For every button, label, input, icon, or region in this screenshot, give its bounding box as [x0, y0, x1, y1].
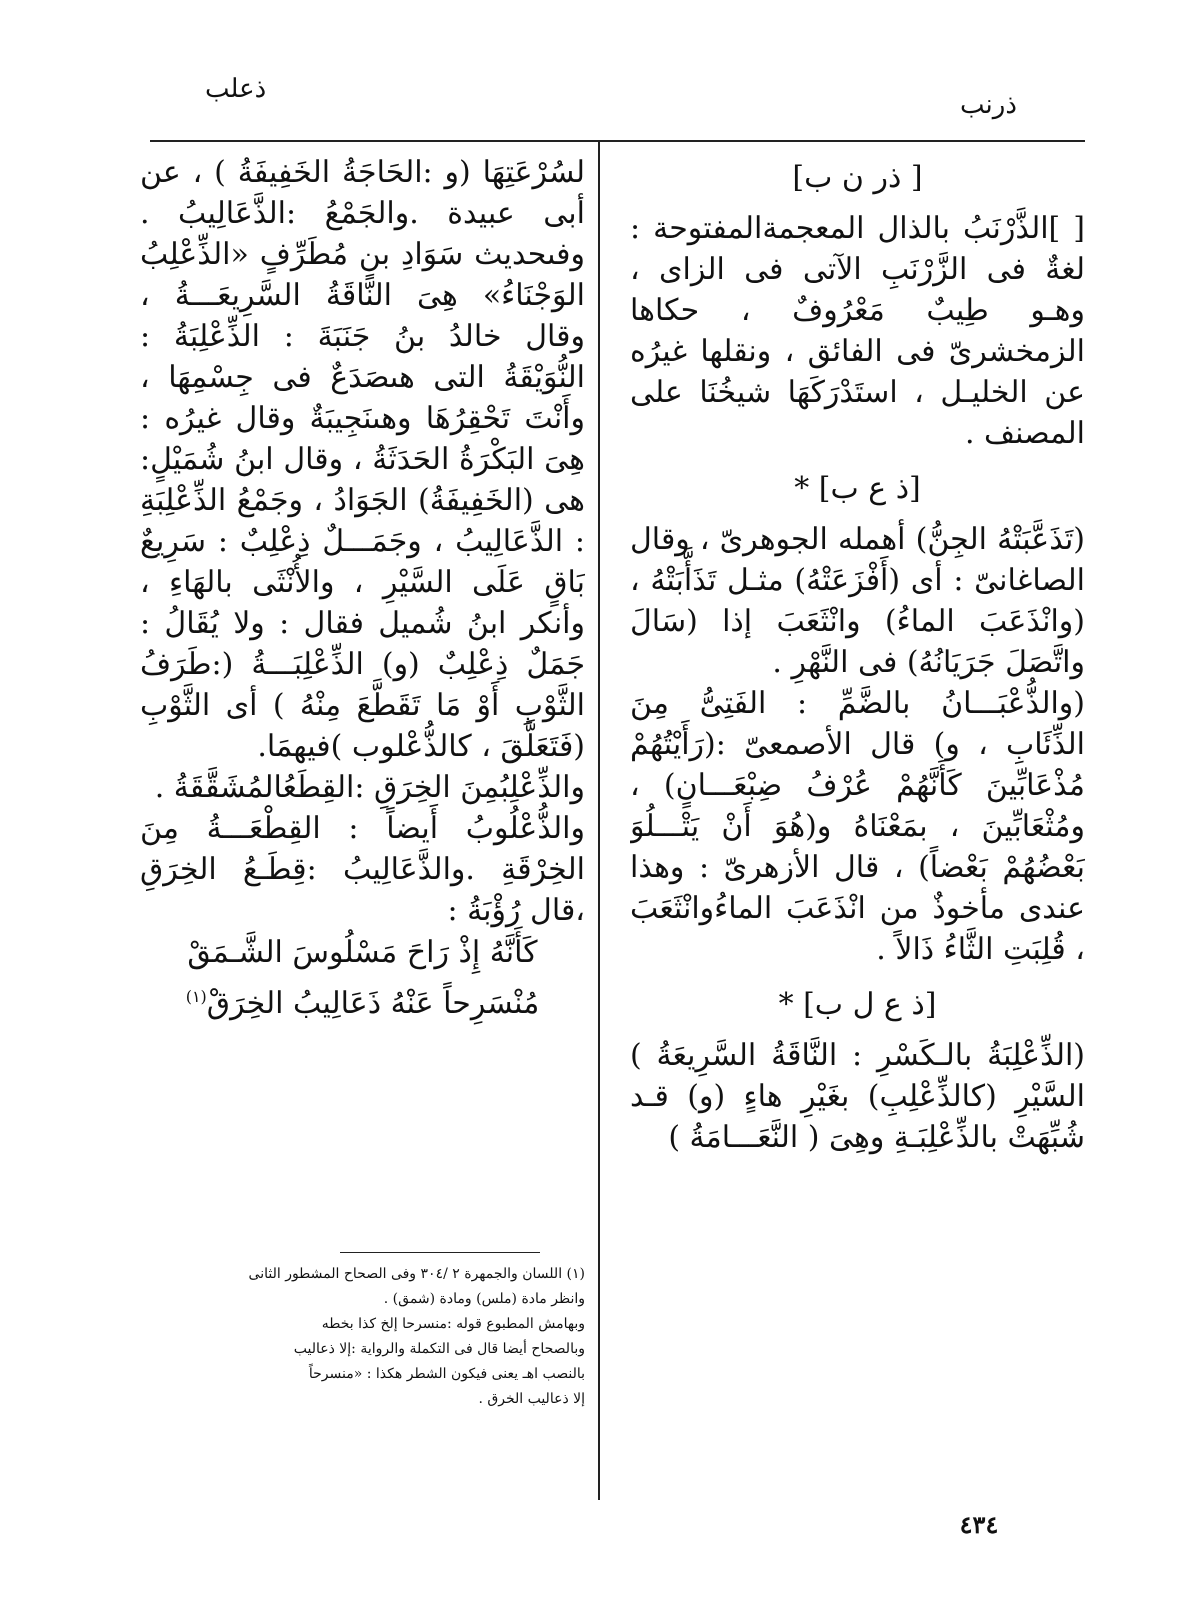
entry-heading-dhrnb: [ ذر ن ب]: [792, 160, 923, 195]
poem-verse-2: [140, 975, 585, 1026]
footnote-line: إلا ذعاليب الخرق .: [478, 1391, 585, 1407]
footnote-line: وبهامش المطبوع قوله :منسرحا إلخ كذا بخطه: [321, 1316, 585, 1332]
verse-text: كَأَنَّهُ إِذْ رَاحَ مَسْلُوسَ الشَّـمَقْ: [187, 935, 538, 970]
entry-text-dhalb-cont-1: لسُرْعَتِهَا (و :الحَاجَةُ الخَفِيفَةُ ) ، عن أبى عبيدة .والجَمْعُ :الذَّعَالِيبُ . وفىحديث سَوَادِ بنِ مُطَرِّفٍ «الذِّعْلِبُ الوَجْنَاءُ» هِىَ النَّاقَةُ السَّرِيعَـــةُ ، وقال خالدُ بنُ جَنَبَةَ : الذِّعْلِبَةُ : النُّوَيْقَةُ التى هىصَدَعٌ فى جِسْمِهَا ، وأَنْتَ تَحْقِرُهَا وهىنَجِيبَةٌ وقال غيرُه : هِىَ البَكْرَةُ الحَدَثَةُ ، وقال ابنُ شُمَيْلٍ: هى (الخَفِيفَةُ) الجَوَادُ ، وجَمْعُ الذِّعْلِبَةِ : الذَّعَالِيبُ ، وجَمَـــلٌ ذِعْلِبٌ : سَرِيعٌ بَاقٍ عَلَى السَّيْرِ ، والأُنْثَى بالهَاءِ ، وأنكر ابنُ شُميل فقال : ولا يُقَالُ : جَمَلٌ ذِعْلِبٌ (و) الذِّعْلِبَـــةُ (:طَرَفُ الثَّوْبِ أَوْ مَا تَقَطَّعَ مِنْهُ ) أى الثَّوْبِ (فَتَعَلَّقَ ، كالذُّعْلوب )فيهمَا.: [140, 155, 585, 764]
entry-text-dhalb-cont-3: والذُّعْلُوبُ أَيضاً : القِطْعَـــةُ مِنَ الخِرْقَةِ .والذَّعَالِيبُ :قِطَـعُ الخِرَقِ ،قال رُؤْبَةُ :: [140, 811, 585, 928]
footnote-marker: (١): [185, 987, 207, 1006]
poem-verse-1: [140, 931, 585, 975]
entry-text-dhab-2: (والذُّعْبَـــانُ بالضَّمِّ : الفَتِىُّ مِنَ الذِّئَابِ ، و) قال الأصمعىّ :(رَأَيْتُهُمْ مُذْعَابِّينَ كَأَنَّهُمْ عُرْفُ ضِبْعَـــانٍ) ، ومُثْعَابِّينَ ، بمَعْنَاهُ و(هُوَ أَنْ يَتْـــلُوَ بَعْضُهُمْ بَعْضاً) ، قال الأزهرىّ : وهذا عندى مأخوذٌ من انْذَعَبَ الماءُوانْثَعَبَ ، قُلِبَتِ الثَّاءُ ذَالاً .: [630, 686, 1085, 967]
footnote-rule: [340, 1252, 540, 1253]
entry-heading-dhalb: [ذ ع ل ب] *: [778, 987, 937, 1022]
right-column: [630, 157, 1085, 1502]
entry-text-dhab-1: (تَذَعَّبَتْهُ الجِنُّ) أهمله الجوهرىّ ، وقال الصاغانىّ : أى (أَفْزَعَتْهُ) مثـل تَذَأَّبَتْهُ ،(وانْذَعَبَ الماءُ) وانْثَعَبَ إذا (سَالَ واتَّصَلَ جَرَيَانُهُ) فى النَّهْرِ .: [630, 522, 1085, 680]
entry-heading-dhab: [ذ ع ب] *: [794, 471, 921, 506]
footnote-line: (١) اللسان والجمهرة ٢ /٣٠٤ وفى الصحاح المشطور الثانى: [248, 1266, 585, 1282]
footnote-line: بالنصب اهـ يعنى فيكون الشطر هكذا : «منسرحاً: [308, 1366, 585, 1382]
entry-text-dhalb-cont-2: والذِّعْلِبُمِنَ الخِرَقِ :القِطَعُالمُشَقَّقَةُ .: [154, 770, 585, 805]
verse-text: مُنْسَرِحاً عَنْهُ ذَعَالِيبُ الخِرَقْ: [206, 986, 540, 1021]
header-left-entry: ذعلب: [205, 74, 267, 104]
page-number: ٤٣٤: [959, 1510, 999, 1539]
header-right-entry: ذرنب: [960, 90, 1017, 120]
footnote-line: وانظر مادة (ملس) ومادة (شمق) .: [383, 1291, 585, 1307]
header-rule: [150, 140, 1085, 142]
column-divider: [598, 140, 600, 1500]
entry-text-dhrnb: [ ]الذَّرْنَبُ بالذال المعجمةالمفتوحة : لغةٌ فى الزَّرْنَبِ الآتى فى الزاى ، وهـو طِيبٌ مَعْرُوفٌ ، حكاها الزمخشرىّ فى الفائق ، ونقلها غيرُه عن الخليـل ، استَدْرَكَهَا شيخُنَا على المصنف .: [630, 211, 1085, 451]
footnotes: [140, 1262, 585, 1502]
entry-text-dhalb: (الذِّعْلِبَةُ بالـكَسْرِ : النَّاقَةُ السَّرِيعَةُ ) السَّيْرِ (كالذِّعْلِبِ) بغَيْرِ هاءٍ (و) قـد شُبِّهَتْ بالذِّعْلِبَـةِ وهِىَ ( النَّعَـــامَةُ ): [630, 1038, 1085, 1155]
footnote-line: وبالصحاح أيضا قال فى التكملة والرواية :إلا ذعاليب: [293, 1341, 585, 1357]
left-column: [140, 152, 585, 1247]
